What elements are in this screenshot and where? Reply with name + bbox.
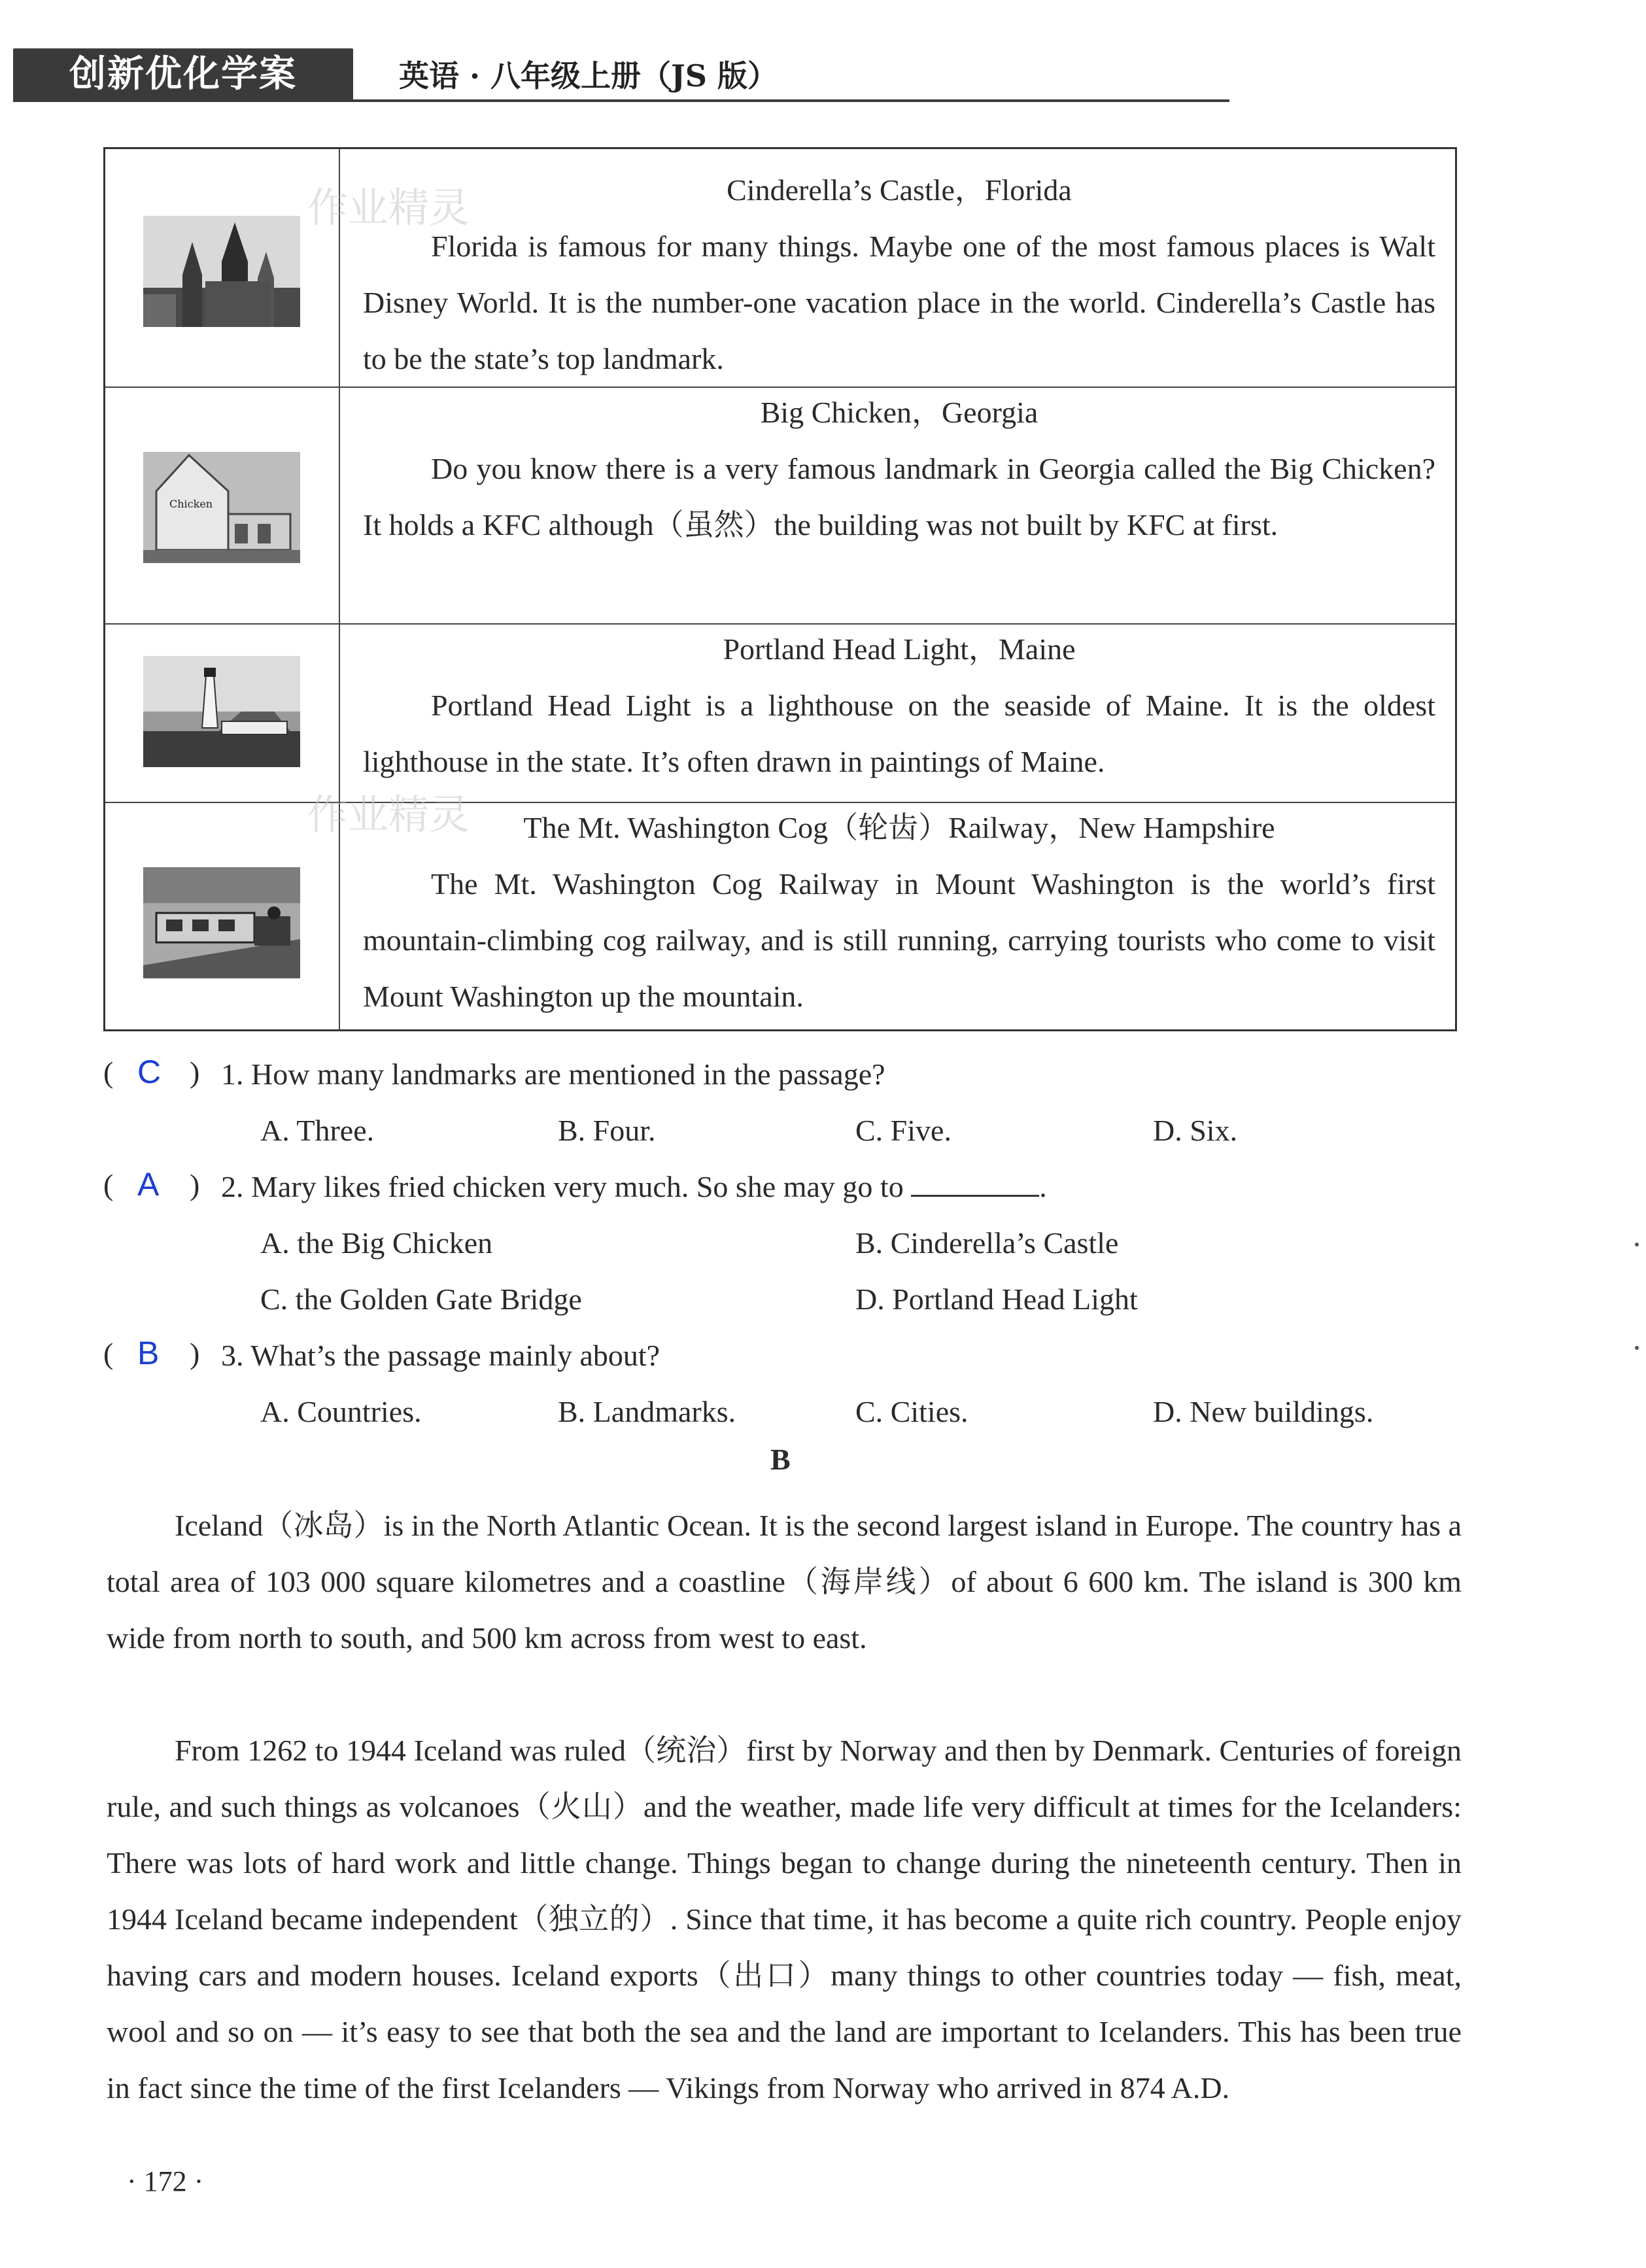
- page-number: · 172 ·: [127, 2165, 204, 2197]
- landmark-description: Florida is famous for many things. Maybe one of the most famous places is Walt Disney World. It is the number-one vacation place in the world. Cinderella’s Castle has to be the state’s top landmark.: [363, 230, 1435, 375]
- landmark-title: Cinderella’s Castle，Florida: [727, 173, 1072, 207]
- lighthouse-photo: [143, 656, 300, 767]
- option: A. Three.: [260, 1114, 375, 1147]
- option: B. Four.: [558, 1114, 656, 1147]
- svg-text:Chicken: Chicken: [169, 498, 213, 510]
- option: C. the Golden Gate Bridge: [260, 1282, 582, 1316]
- option: B. Landmarks.: [558, 1395, 736, 1428]
- option: A. Countries.: [260, 1395, 422, 1428]
- question-1: ( C ) 1. How many landmarks are mentioned in the passage? A. Three. B. Four. C. Five. D. Six.: [103, 1046, 1477, 1177]
- option: B. Cinderella’s Castle: [855, 1226, 1119, 1260]
- option: D. Six.: [1153, 1114, 1238, 1147]
- landmark-title: Portland Head Light，Maine: [723, 632, 1076, 666]
- watermark: 作业精灵: [307, 791, 470, 838]
- landmark-description: Portland Head Light is a lighthouse on the seaside of Maine. It is the oldest lighthouse in the state. It’s often drawn in paintings of Maine.: [363, 689, 1435, 778]
- passage-paragraph: Iceland（冰岛）is in the North Atlantic Ocean. It is the second largest island in Europe. The country has a total area of 103 000 square kilometres and a coastline（海岸线）of about 6 600 km. The island is 300 km wide from north to south, and 500 km across from west to east.: [107, 1509, 1462, 1655]
- header-divider: [13, 99, 1229, 102]
- landmark-table: [103, 147, 1457, 1031]
- answer-mark: C: [137, 1054, 162, 1090]
- option: D. New buildings.: [1153, 1395, 1374, 1428]
- option: C. Five.: [855, 1114, 952, 1147]
- landmark-title: The Mt. Washington Cog（轮齿）Railway，New Hampshire: [523, 811, 1275, 844]
- question-2: ( A ) 2. Mary likes fried chicken very much. So she may go to . A. the Big Chicken B. Cinderella’s Castle C. the Golden Gate Bridge D. Portland Head Light: [103, 1159, 1477, 1329]
- option: C. Cities.: [855, 1395, 969, 1428]
- question-stem: 3. What’s the passage mainly about?: [221, 1339, 660, 1372]
- answer-mark: A: [137, 1166, 160, 1203]
- landmark-description: Do you know there is a very famous landmark in Georgia called the Big Chicken? It holds a KFC although（虽然）the building was not built by KFC at first.: [363, 452, 1435, 541]
- brand-logo: 创新优化学案: [13, 48, 353, 101]
- table-row: [105, 623, 1455, 803]
- option: D. Portland Head Light: [855, 1282, 1138, 1316]
- landmark-title: Big Chicken，Georgia: [760, 396, 1038, 429]
- question-3: ( B ) 3. What’s the passage mainly about? A. Countries. B. Landmarks. C. Cities. D. New buildings.: [103, 1328, 1477, 1458]
- passage-paragraph: From 1262 to 1944 Iceland was ruled（统治）first by Norway and then by Denmark. Centuries of foreign rule, and such things as volcanoes（火山）and the weather, made life very difficult at times for the Icelanders: There was lots of hard work and little change. Things began to change during the nineteenth century. Then in 1944 Iceland became independent（独立的）. Since that time, it has become a quite rich country. People enjoy having cars and modern houses. Iceland exports（出口）many things to other countries today — fish, meat, wool and so on — it’s easy to see that both the sea and the land are important to Icelanders. This has been true in fact since the time of the first Icelanders — Vikings from Norway who arrived in 874 A.D.: [107, 1734, 1462, 2105]
- table-row: [105, 387, 1455, 625]
- question-stem: 1. How many landmarks are mentioned in the passage?: [221, 1057, 885, 1091]
- scan-mark: [1635, 1346, 1639, 1350]
- cog-railway-photo: [143, 867, 300, 978]
- landmark-description: The Mt. Washington Cog Railway in Mount Washington is the world’s first mountain-climbing cog railway, and is still running, carrying tourists who come to visit Mount Washington up the mountain.: [363, 867, 1435, 1013]
- scan-mark: [1635, 1243, 1639, 1246]
- option: A. the Big Chicken: [260, 1226, 493, 1260]
- answer-mark: B: [137, 1335, 160, 1371]
- big-chicken-photo: [143, 452, 300, 563]
- answer-blank: [911, 1167, 1039, 1197]
- section-label: B: [770, 1443, 791, 1476]
- watermark: 作业精灵: [307, 184, 470, 232]
- castle-photo: [143, 216, 300, 327]
- question-stem: 2. Mary likes fried chicken very much. So she may go to .: [221, 1159, 1047, 1215]
- book-title: 英语 · 八年级上册（JS 版）: [399, 58, 778, 94]
